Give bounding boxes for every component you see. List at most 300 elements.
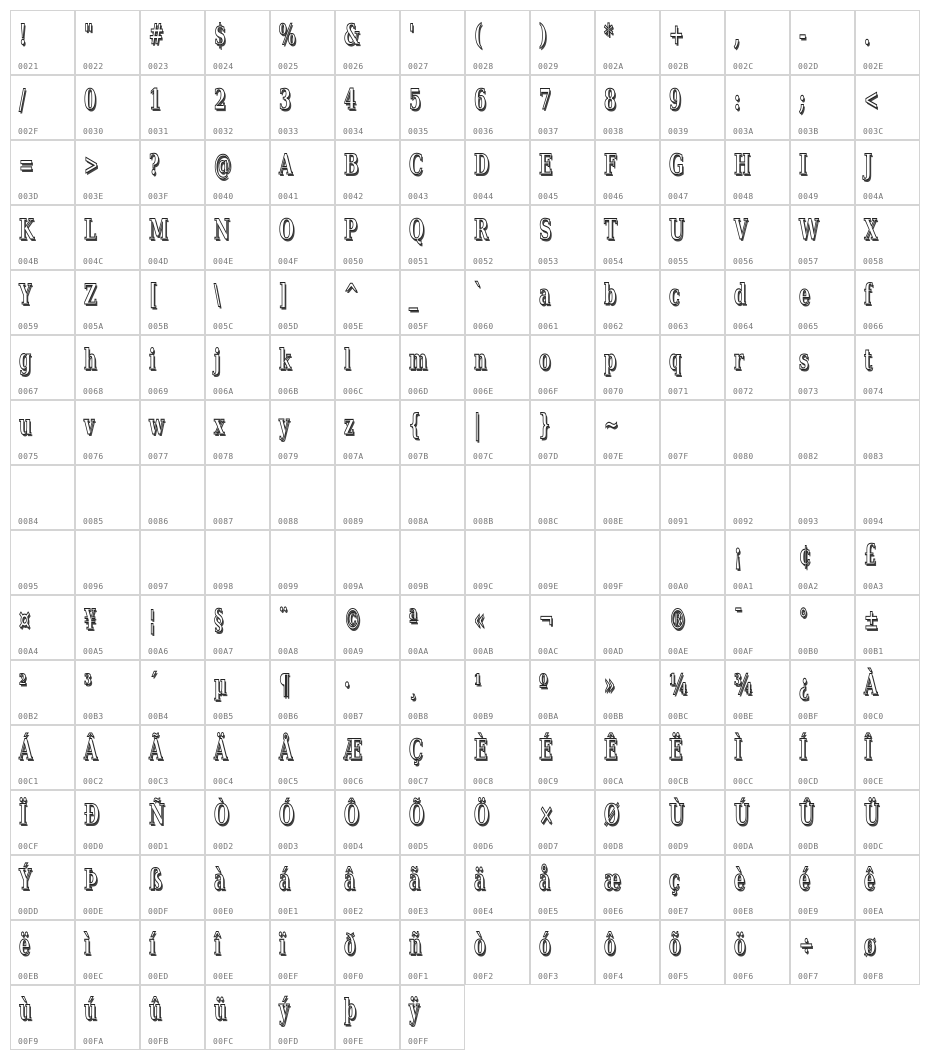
glyph-cell[interactable] [205,75,270,140]
glyph-preview: Î [864,733,873,766]
glyph-cell[interactable] [855,725,920,790]
glyph-code-label: 0037 [538,127,559,136]
glyph-code-label: 00E7 [668,907,689,916]
glyph-cell[interactable] [530,660,595,725]
glyph-preview: d [734,278,747,311]
glyph-preview: ý [279,993,290,1026]
glyph-preview: 5 [409,83,422,116]
glyph-cell[interactable] [400,205,465,270]
glyph-cell[interactable] [595,595,660,660]
glyph-cell[interactable] [205,725,270,790]
glyph-cell[interactable] [465,920,530,985]
glyph-cell[interactable] [270,530,335,595]
glyph-cell[interactable] [205,595,270,660]
glyph-cell[interactable] [595,725,660,790]
glyph-preview: Ö [474,798,490,831]
glyph-cell[interactable] [465,725,530,790]
glyph-preview [409,537,439,579]
glyph-cell[interactable] [660,400,725,465]
glyph-code-label: 00D9 [668,842,689,851]
glyph-code-label: 0030 [83,127,104,136]
glyph-code-label: 007B [408,452,429,461]
glyph-cell[interactable] [790,270,855,335]
glyph-preview: í [149,928,156,961]
glyph-cell[interactable] [140,790,205,855]
glyph-preview: s [799,343,809,376]
glyph-cell[interactable] [140,400,205,465]
glyph-cell[interactable] [205,140,270,205]
glyph-cell[interactable] [205,920,270,985]
glyph-cell[interactable] [140,140,205,205]
glyph-cell[interactable] [400,530,465,595]
glyph-preview: > [84,148,99,181]
glyph-code-label: 007C [473,452,494,461]
glyph-cell[interactable] [400,985,465,1050]
glyph-cell[interactable] [530,75,595,140]
glyph-cell[interactable] [595,10,660,75]
glyph-cell[interactable] [530,595,595,660]
glyph-cell[interactable] [10,75,75,140]
glyph-cell[interactable] [10,400,75,465]
glyph-cell[interactable] [725,335,790,400]
glyph-cell[interactable] [660,335,725,400]
glyph-cell[interactable] [270,985,335,1050]
glyph-cell[interactable] [465,790,530,855]
glyph-cell[interactable] [205,855,270,920]
glyph-cell[interactable] [790,595,855,660]
glyph-cell[interactable] [400,140,465,205]
glyph-code-label: 005C [213,322,234,331]
glyph-cell[interactable] [595,790,660,855]
glyph-cell[interactable] [855,790,920,855]
glyph-preview [344,472,374,514]
glyph-cell[interactable] [335,660,400,725]
glyph-cell[interactable] [75,270,140,335]
glyph-cell[interactable] [75,530,140,595]
glyph-cell[interactable] [530,790,595,855]
glyph-code-label: 009B [408,582,429,591]
glyph-cell[interactable] [400,465,465,530]
glyph-code-label: 0077 [148,452,169,461]
glyph-cell[interactable] [75,985,140,1050]
glyph-cell[interactable] [660,75,725,140]
glyph-code-label: 002B [668,62,689,71]
glyph-preview: z [344,408,354,441]
glyph-cell[interactable] [140,465,205,530]
glyph-cell[interactable] [725,75,790,140]
glyph-cell[interactable] [530,530,595,595]
glyph-cell[interactable] [75,725,140,790]
glyph-cell[interactable] [270,140,335,205]
glyph-cell[interactable] [10,985,75,1050]
glyph-cell[interactable] [205,790,270,855]
glyph-cell[interactable] [530,400,595,465]
glyph-cell[interactable] [530,465,595,530]
glyph-cell[interactable] [335,530,400,595]
glyph-preview [734,472,764,514]
glyph-cell[interactable] [10,270,75,335]
glyph-cell[interactable] [855,400,920,465]
glyph-cell[interactable] [660,855,725,920]
glyph-cell[interactable] [205,985,270,1050]
glyph-cell[interactable] [270,595,335,660]
glyph-cell[interactable] [10,10,75,75]
glyph-cell[interactable] [335,10,400,75]
glyph-cell[interactable] [595,140,660,205]
glyph-cell[interactable] [140,660,205,725]
glyph-cell[interactable] [855,205,920,270]
glyph-preview: Ù [669,798,685,831]
glyph-cell[interactable] [75,660,140,725]
glyph-cell[interactable] [400,335,465,400]
glyph-code-label: 00FF [408,1037,429,1046]
glyph-cell[interactable] [660,205,725,270]
glyph-cell[interactable] [205,270,270,335]
glyph-cell[interactable] [465,10,530,75]
glyph-cell[interactable] [10,530,75,595]
glyph-code-label: 002E [863,62,884,71]
glyph-cell[interactable] [335,985,400,1050]
glyph-cell[interactable] [270,10,335,75]
glyph-cell[interactable] [335,140,400,205]
glyph-cell[interactable] [725,270,790,335]
glyph-cell[interactable] [75,140,140,205]
glyph-cell[interactable] [660,465,725,530]
glyph-cell[interactable] [855,270,920,335]
glyph-cell[interactable] [790,335,855,400]
glyph-preview: R [474,213,489,246]
glyph-code-label: 00DC [863,842,884,851]
glyph-code-label: 0046 [603,192,624,201]
glyph-code-label: 005B [148,322,169,331]
glyph-code-label: 002D [798,62,819,71]
glyph-cell[interactable] [790,400,855,465]
glyph-cell[interactable] [530,920,595,985]
glyph-cell[interactable] [140,335,205,400]
glyph-preview: N [214,213,230,246]
glyph-cell[interactable] [660,920,725,985]
glyph-cell[interactable] [595,920,660,985]
glyph-cell[interactable] [335,595,400,660]
glyph-cell[interactable] [400,855,465,920]
glyph-cell[interactable] [465,855,530,920]
glyph-preview [474,472,504,514]
glyph-cell[interactable] [270,335,335,400]
glyph-cell[interactable] [855,660,920,725]
glyph-preview: ± [864,603,879,636]
glyph-code-label: 002C [733,62,754,71]
glyph-code-label: 0022 [83,62,104,71]
glyph-cell[interactable] [790,140,855,205]
glyph-cell[interactable] [595,530,660,595]
glyph-cell[interactable] [400,920,465,985]
glyph-cell[interactable] [270,465,335,530]
glyph-cell[interactable] [855,920,920,985]
glyph-cell[interactable] [530,10,595,75]
glyph-cell[interactable] [75,10,140,75]
glyph-cell[interactable] [75,790,140,855]
glyph-preview: ¯ [734,603,743,636]
glyph-preview: p [604,343,617,376]
glyph-preview: I [799,148,808,181]
glyph-preview: a [539,278,551,311]
glyph-cell[interactable] [725,400,790,465]
glyph-cell[interactable] [335,920,400,985]
glyph-preview: â [344,863,356,896]
glyph-cell[interactable] [725,140,790,205]
glyph-cell[interactable] [790,725,855,790]
glyph-cell[interactable] [595,75,660,140]
glyph-cell[interactable] [725,855,790,920]
glyph-code-label: 003C [863,127,884,136]
glyph-cell[interactable] [465,75,530,140]
glyph-cell[interactable] [205,335,270,400]
glyph-cell[interactable] [270,920,335,985]
glyph-preview: ¢ [799,538,812,571]
glyph-cell[interactable] [530,205,595,270]
glyph-code-label: 0088 [278,517,299,526]
glyph-cell[interactable] [790,790,855,855]
glyph-code-label: 003F [148,192,169,201]
glyph-cell[interactable] [465,270,530,335]
glyph-cell[interactable] [725,530,790,595]
glyph-preview [279,472,309,514]
glyph-cell[interactable] [595,855,660,920]
glyph-cell[interactable] [140,985,205,1050]
glyph-cell[interactable] [790,75,855,140]
glyph-code-label: 0073 [798,387,819,396]
glyph-cell[interactable] [465,140,530,205]
glyph-cell[interactable] [855,465,920,530]
glyph-cell[interactable] [75,75,140,140]
glyph-preview [734,407,764,449]
glyph-cell[interactable] [335,75,400,140]
glyph-cell[interactable] [335,205,400,270]
glyph-cell[interactable] [10,595,75,660]
glyph-cell[interactable] [270,400,335,465]
glyph-code-label: 00B2 [18,712,39,721]
glyph-cell[interactable] [205,205,270,270]
glyph-cell[interactable] [270,660,335,725]
glyph-cell[interactable] [595,205,660,270]
glyph-cell[interactable] [205,465,270,530]
glyph-cell[interactable] [140,270,205,335]
glyph-cell[interactable] [530,725,595,790]
glyph-preview: u [19,408,32,441]
glyph-cell[interactable] [10,335,75,400]
glyph-cell[interactable] [270,270,335,335]
glyph-cell[interactable] [10,790,75,855]
glyph-cell[interactable] [335,400,400,465]
glyph-cell[interactable] [855,530,920,595]
glyph-cell[interactable] [725,725,790,790]
glyph-cell[interactable] [75,335,140,400]
glyph-code-label: 00F8 [863,972,884,981]
glyph-cell[interactable] [400,400,465,465]
glyph-code-label: 00FB [148,1037,169,1046]
glyph-cell[interactable] [400,790,465,855]
glyph-preview: Ø [604,798,620,831]
glyph-cell[interactable] [335,465,400,530]
glyph-code-label: 0058 [863,257,884,266]
glyph-cell[interactable] [270,855,335,920]
glyph-cell[interactable] [270,205,335,270]
glyph-cell[interactable] [10,725,75,790]
glyph-cell[interactable] [335,725,400,790]
glyph-cell[interactable] [335,790,400,855]
glyph-cell[interactable] [790,530,855,595]
glyph-cell[interactable] [725,465,790,530]
glyph-cell[interactable] [270,790,335,855]
glyph-cell[interactable] [10,920,75,985]
glyph-preview: · [344,668,351,701]
glyph-cell[interactable] [790,855,855,920]
glyph-cell[interactable] [335,335,400,400]
glyph-cell[interactable] [140,725,205,790]
glyph-cell[interactable] [465,205,530,270]
glyph-cell[interactable] [855,140,920,205]
glyph-cell[interactable] [725,595,790,660]
glyph-cell[interactable] [660,10,725,75]
glyph-cell[interactable] [400,10,465,75]
glyph-cell[interactable] [465,530,530,595]
glyph-cell[interactable] [725,205,790,270]
glyph-cell[interactable] [660,270,725,335]
glyph-cell[interactable] [140,920,205,985]
glyph-code-label: 0065 [798,322,819,331]
glyph-cell[interactable] [660,595,725,660]
glyph-code-label: 0032 [213,127,234,136]
glyph-cell[interactable] [790,205,855,270]
glyph-cell[interactable] [660,140,725,205]
glyph-cell[interactable] [790,920,855,985]
glyph-code-label: 00E3 [408,907,429,916]
glyph-preview: x [214,408,225,441]
glyph-cell[interactable] [75,465,140,530]
glyph-preview: Ó [279,798,295,831]
glyph-cell[interactable] [790,10,855,75]
glyph-cell[interactable] [855,10,920,75]
glyph-preview: Õ [409,798,425,831]
glyph-cell[interactable] [595,465,660,530]
glyph-cell[interactable] [790,465,855,530]
glyph-cell[interactable] [855,855,920,920]
glyph-cell[interactable] [855,335,920,400]
glyph-code-label: 00F4 [603,972,624,981]
glyph-cell[interactable] [530,270,595,335]
glyph-cell[interactable] [140,855,205,920]
glyph-code-label: 00FC [213,1037,234,1046]
glyph-cell[interactable] [465,335,530,400]
glyph-cell[interactable] [335,270,400,335]
glyph-cell[interactable] [205,400,270,465]
glyph-cell[interactable] [205,660,270,725]
glyph-cell[interactable] [400,75,465,140]
glyph-code-label: 008B [473,517,494,526]
glyph-cell[interactable] [465,400,530,465]
glyph-preview: g [19,343,32,376]
glyph-cell[interactable] [400,660,465,725]
glyph-cell[interactable] [140,205,205,270]
glyph-code-label: 00D0 [83,842,104,851]
glyph-preview: F [604,148,617,181]
glyph-code-label: 0025 [278,62,299,71]
glyph-cell[interactable] [140,595,205,660]
glyph-preview: M [149,213,169,246]
glyph-cell[interactable] [270,75,335,140]
glyph-cell[interactable] [660,725,725,790]
glyph-cell[interactable] [10,855,75,920]
glyph-cell[interactable] [725,790,790,855]
glyph-cell[interactable] [530,855,595,920]
glyph-cell[interactable] [10,465,75,530]
glyph-cell[interactable] [10,140,75,205]
glyph-code-label: 0076 [83,452,104,461]
glyph-cell[interactable] [465,595,530,660]
glyph-cell[interactable] [660,790,725,855]
glyph-cell[interactable] [10,205,75,270]
glyph-cell[interactable] [790,660,855,725]
glyph-cell[interactable] [400,270,465,335]
glyph-cell[interactable] [465,660,530,725]
glyph-cell[interactable] [335,855,400,920]
glyph-cell[interactable] [205,530,270,595]
glyph-preview [799,472,829,514]
glyph-cell[interactable] [140,530,205,595]
glyph-cell[interactable] [270,725,335,790]
glyph-preview: j [214,343,221,376]
glyph-cell[interactable] [530,140,595,205]
glyph-preview: ÷ [799,928,814,961]
glyph-code-label: 0062 [603,322,624,331]
glyph-preview: ¸ [409,668,418,701]
glyph-cell[interactable] [75,205,140,270]
glyph-cell[interactable] [465,465,530,530]
glyph-code-label: 003E [83,192,104,201]
glyph-cell[interactable] [595,335,660,400]
glyph-cell[interactable] [140,10,205,75]
glyph-code-label: 00F9 [18,1037,39,1046]
glyph-cell[interactable] [660,530,725,595]
glyph-cell[interactable] [75,595,140,660]
glyph-cell[interactable] [400,595,465,660]
glyph-cell[interactable] [140,75,205,140]
glyph-code-label: 0053 [538,257,559,266]
glyph-cell[interactable] [855,75,920,140]
glyph-cell[interactable] [595,400,660,465]
glyph-code-label: 0041 [278,192,299,201]
glyph-cell[interactable] [725,660,790,725]
glyph-cell[interactable] [725,920,790,985]
glyph-cell[interactable] [595,660,660,725]
glyph-cell[interactable] [75,400,140,465]
glyph-cell[interactable] [75,920,140,985]
glyph-cell[interactable] [855,595,920,660]
glyph-code-label: 00AE [668,647,689,656]
glyph-cell[interactable] [530,335,595,400]
glyph-cell[interactable] [75,855,140,920]
glyph-preview [19,537,49,579]
glyph-cell[interactable] [595,270,660,335]
glyph-cell[interactable] [725,10,790,75]
glyph-cell[interactable] [10,660,75,725]
glyph-cell[interactable] [660,660,725,725]
glyph-code-label: 0039 [668,127,689,136]
glyph-code-label: 0078 [213,452,234,461]
glyph-code-label: 008A [408,517,429,526]
glyph-cell[interactable] [400,725,465,790]
glyph-cell[interactable] [205,10,270,75]
